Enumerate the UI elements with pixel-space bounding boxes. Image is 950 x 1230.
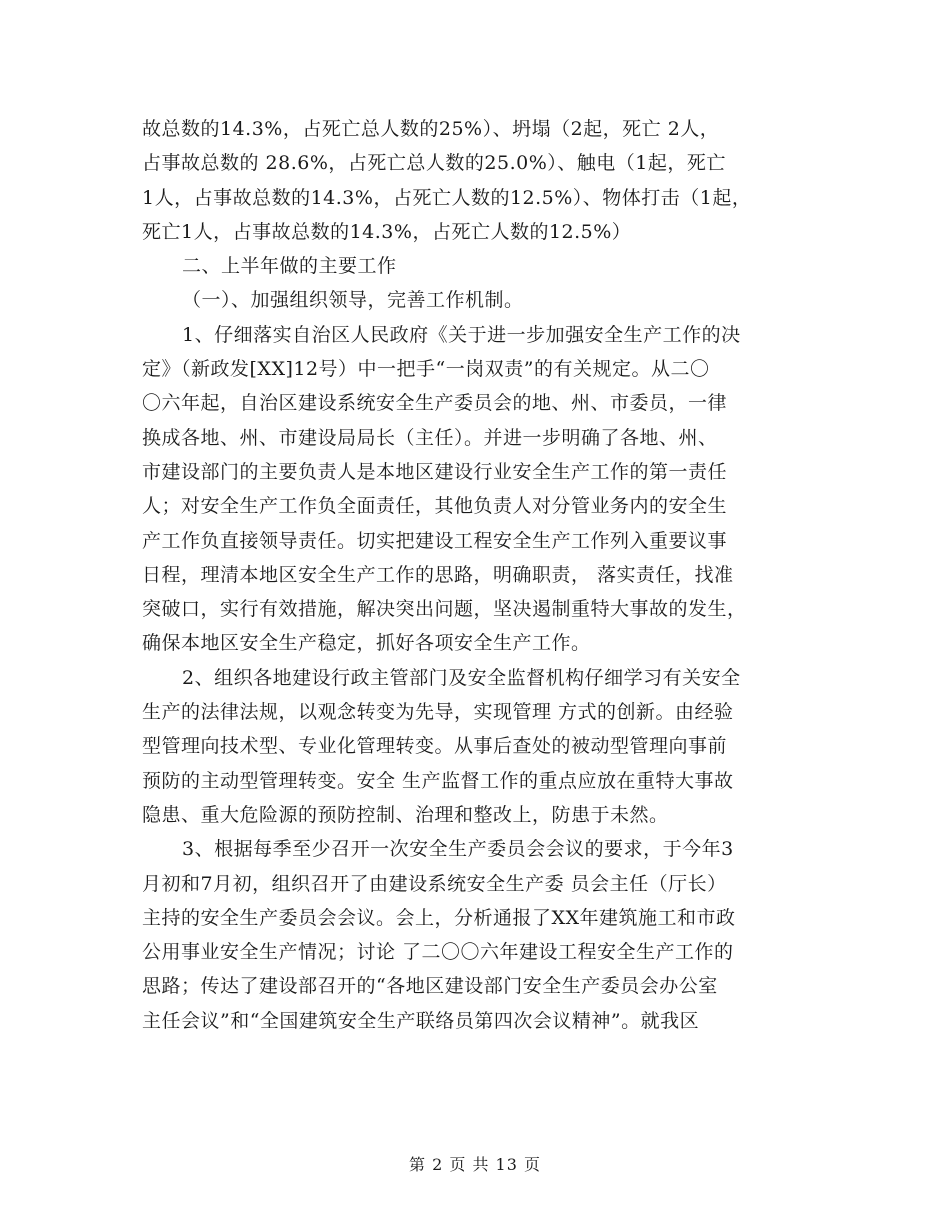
text-line: 公用事业安全生产情况；讨论 了二〇〇六年建设工程安全生产工作的 [142,941,734,964]
text-line: 死亡1人，占事故总数的14.3%，占死亡人数的12.5%） [142,220,632,243]
text-line: 换成各地、州、市建设局局长（主任）。并进一步明确了各地、州、 [142,426,718,449]
text-line: 1人，占事故总数的14.3%，占死亡人数的12.5%）、物体打击（1起， [142,186,752,209]
text-line: 预防的主动型管理转变。安全 生产监督工作的重点应放在重特大事故 [142,769,734,792]
text-line: 主任会议”和“全国建筑安全生产联络员第四次会议精神”。就我区 [142,1009,700,1032]
text-line: 定》（新政发[XX]12号）中一把手“一岗双责”的有关规定。从二〇 [142,358,710,381]
subsection-heading: （一）、加强组织领导，完善工作机制。 [182,289,524,312]
paragraph-start: 1、仔细落实自治区人民政府《关于进一步加强安全生产工作的决 [182,323,741,346]
paragraph-start: 3、根据每季至少召开一次安全生产委员会会议的要求，于今年3 [182,838,734,861]
text-line: 思路；传达了建设部召开的“各地区建设部门安全生产委员会办公室 [142,975,718,998]
text-line: 生产的法律法规，以观念转变为先导，实现管理 方式的创新。由经验 [142,701,734,724]
text-line: 隐患、重大危险源的预防控制、治理和整改上，防患于未然。 [142,803,669,826]
text-line: 确保本地区安全生产稳定，抓好各项安全生产工作。 [142,632,591,655]
section-heading: 二、上半年做的主要工作 [182,255,397,278]
text-line: 故总数的14.3%，占死亡总人数的25%）、坍塌（2起，死亡 2人， [142,118,720,140]
page-number-footer: 第 2 页 共 13 页 [409,1155,541,1174]
text-line: 占事故总数的 28.6%，占死亡总人数的25.0%）、触电（1起，死亡 [142,152,726,175]
text-line: 日程，理清本地区安全生产工作的思路，明确职责， 落实责任，找准 [142,563,734,586]
text-line: 型管理向技术型、专业化管理转变。从事后查处的被动型管理向事前 [142,735,728,758]
text-line: 人；对安全生产工作负全面责任，其他负责人对分管业务内的安全生 [142,495,728,518]
text-line: 主持的安全生产委员会会议。会上，分析通报了XX年建筑施工和市政 [142,906,736,929]
document-body [142,112,842,1038]
paragraph-start: 2、组织各地建设行政主管部门及安全监督机构仔细学习有关安全 [182,666,741,689]
text-line: 〇六年起，自治区建设系统安全生产委员会的地、州、市委员，一律 [142,392,728,415]
text-line: 月初和7月初，组织召开了由建设系统安全生产委 员会主任（厅长） [142,872,727,895]
text-line: 突破口，实行有效措施，解决突出问题，坚决遏制重特大事故的发生， [142,598,747,621]
text-line: 市建设部门的主要负责人是本地区建设行业安全生产工作的第一责任 [142,460,728,483]
text-line: 产工作负直接领导责任。切实把建设工程安全生产工作列入重要议事 [142,529,728,552]
